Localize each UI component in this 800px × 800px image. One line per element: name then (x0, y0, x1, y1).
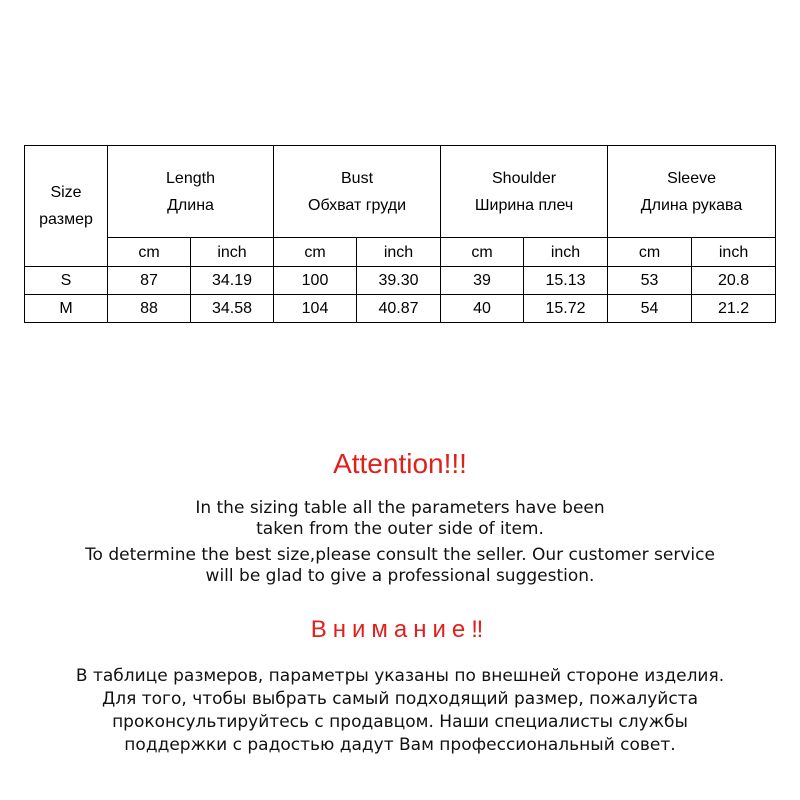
table-cell: 40 (441, 295, 524, 323)
header-row (25, 146, 776, 238)
size-header-ru: размер (39, 211, 93, 228)
attention-line: taken from the outer side of item. (256, 519, 544, 539)
length-header-cell (108, 146, 274, 238)
length-header-en: Length (166, 169, 215, 187)
shoulder-header-cell (441, 146, 608, 238)
unit-cell: inch (692, 238, 776, 267)
shoulder-header-en: Shoulder (492, 169, 557, 187)
table-cell: 40.87 (357, 295, 441, 323)
bust-header-ru: Обхват груди (308, 196, 407, 214)
unit-cell: inch (191, 238, 274, 267)
table-cell: 39 (441, 267, 524, 295)
table-cell: 20.8 (692, 267, 776, 295)
size-cell: M (25, 295, 108, 323)
table-cell: 15.72 (524, 295, 608, 323)
size-cell: S (25, 267, 108, 295)
attention-line: will be glad to give a professional suggestion. (205, 566, 595, 586)
russian-line: Для того, чтобы выбрать самый подходящий размер, пожалуйста (101, 689, 699, 709)
unit-cell: cm (274, 238, 357, 267)
table-cell: 21.2 (692, 295, 776, 323)
unit-cell: inch (524, 238, 608, 267)
unit-cell: cm (108, 238, 191, 267)
table-cell: 54 (608, 295, 692, 323)
attention-line: To determine the best size,please consult the seller. Our customer service (85, 545, 715, 565)
table-cell: 34.19 (191, 267, 274, 295)
sleeve-header-en: Sleeve (667, 169, 716, 187)
table-cell: 15.13 (524, 267, 608, 295)
russian-line: В таблице размеров, параметры указаны по внешней стороне изделия. (75, 666, 725, 686)
attention-title: Attention!!! (333, 448, 467, 479)
unit-cell: cm (441, 238, 524, 267)
sleeve-header-ru: Длина рукава (640, 196, 743, 214)
size-chart-table (24, 145, 776, 323)
sleeve-header-cell (608, 146, 776, 238)
table-cell: 87 (108, 267, 191, 295)
table-row (25, 267, 776, 295)
unit-row (25, 238, 776, 267)
table-cell: 53 (608, 267, 692, 295)
unit-cell: cm (608, 238, 692, 267)
attention-paragraph-2 (0, 545, 800, 587)
attention-line: In the sizing table all the parameters have been (195, 498, 605, 518)
russian-paragraph (0, 665, 800, 757)
bust-header-en: Bust (341, 169, 374, 187)
russian-line: поддержки с радостью дадут Вам профессиональный совет. (124, 735, 676, 755)
table-cell: 88 (108, 295, 191, 323)
russian-attention-title: Внимание‼ (310, 616, 490, 643)
table-cell: 104 (274, 295, 357, 323)
table-row (25, 295, 776, 323)
length-header-ru: Длина (167, 196, 214, 214)
table-cell: 39.30 (357, 267, 441, 295)
shoulder-header-ru: Ширина плеч (474, 196, 574, 214)
attention-paragraph-1 (0, 498, 800, 540)
unit-cell: inch (357, 238, 441, 267)
table-cell: 100 (274, 267, 357, 295)
bust-header-cell (274, 146, 441, 238)
size-header-cell (25, 146, 108, 267)
table-cell: 34.58 (191, 295, 274, 323)
size-header-en: Size (50, 184, 82, 201)
russian-line: проконсультируйтесь с продавцом. Наши специалисты службы (112, 712, 688, 732)
